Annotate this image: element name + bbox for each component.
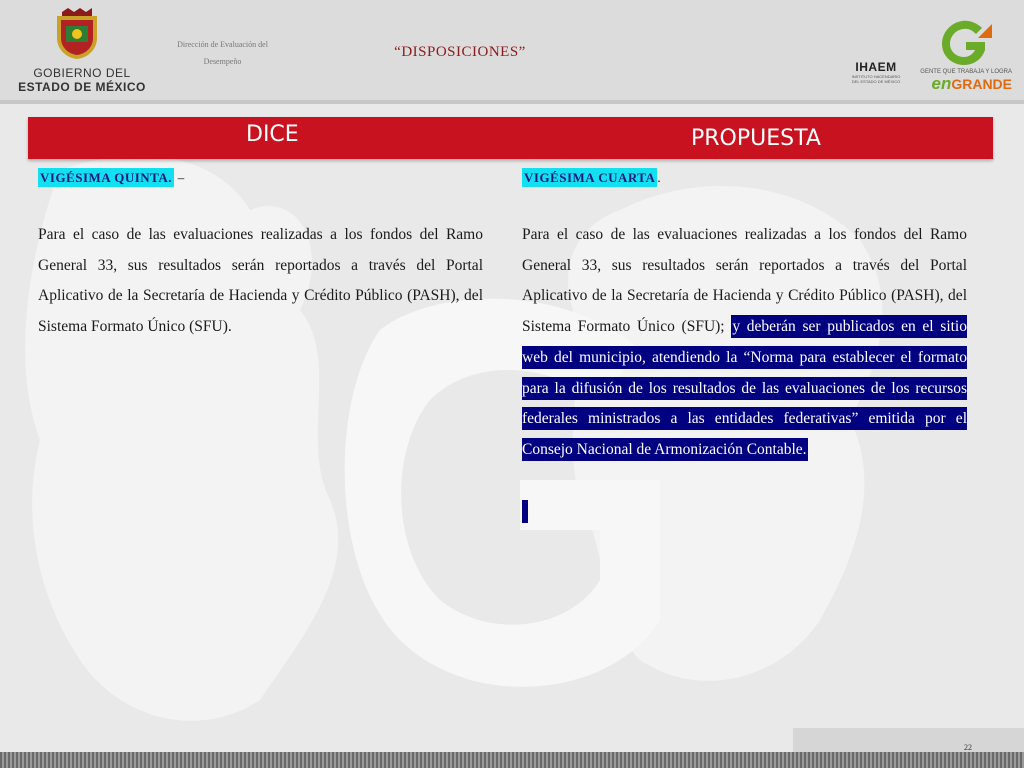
- header-divider: [0, 100, 1024, 104]
- brand-en: en: [931, 74, 952, 93]
- propuesta-label-tag: VIGÉSIMA CUARTA: [524, 170, 656, 185]
- brand-engrande: [920, 74, 1012, 94]
- state-seal-icon: [52, 8, 102, 60]
- page-number: 22: [964, 743, 972, 752]
- propuesta-heading: PROPUESTA: [691, 126, 821, 151]
- ihaem-text: IHAEM: [855, 60, 897, 74]
- ihaem-subtitle: INSTITUTO HACENDARIO DEL ESTADO DE MÉXICO: [851, 74, 901, 84]
- dice-body: Para el caso de las evaluaciones realizadas a los fondos del Ramo General 33, sus resultados serán reportados a través del Portal Aplicativo de la Secretaría de Hacienda y Crédito Público (PASH), del Sistema Formato Único (SFU).: [38, 226, 483, 336]
- document-title: “DISPOSICIONES”: [394, 44, 526, 60]
- department-line1: Dirección de Evaluación del: [177, 40, 268, 49]
- propuesta-body-plain: Para el caso de las evaluaciones realizadas a los fondos del Ramo General 33, sus resultados serán reportados a través del Portal Aplicativo de la Secretaría de Hacienda y Crédito Público (PASH), del Sistema Formato Único (SFU);: [522, 226, 967, 336]
- government-line1: GOBIERNO DEL: [33, 66, 131, 80]
- ihaem-logo: [850, 60, 902, 84]
- propuesta-label: [522, 170, 967, 186]
- dice-heading: DICE: [246, 122, 299, 147]
- dice-label: [38, 170, 483, 186]
- dice-label-suffix: –: [174, 170, 185, 185]
- propuesta-column: [522, 170, 967, 466]
- brand-grande: GRANDE: [951, 76, 1012, 92]
- propuesta-body: [522, 220, 967, 466]
- dice-label-tag: VIGÉSIMA QUINTA.: [40, 170, 173, 185]
- government-line2: ESTADO DE MÉXICO: [18, 80, 146, 94]
- text-cursor-highlight: [522, 500, 528, 523]
- department-line2: Desempeño: [203, 57, 242, 66]
- propuesta-label-suffix: .: [657, 170, 662, 185]
- column-header-bar: [28, 117, 993, 159]
- g-logo-icon: [938, 18, 994, 68]
- dice-column: [38, 170, 483, 343]
- slogan: GENTE QUE TRABAJA Y LOGRA: [920, 69, 1012, 75]
- department-name: [160, 36, 285, 70]
- propuesta-body-highlight: y deberán ser publicados en el sitio web del municipio, atendiendo la “Norma para establecer el formato para la difusión de los resultados de las evaluaciones de los recursos federales ministrados a las entidades federativas” emitida por el Consejo Nacional de Armonización Contable.: [522, 315, 967, 461]
- footer-strip: [0, 752, 1024, 768]
- government-name: [12, 66, 152, 94]
